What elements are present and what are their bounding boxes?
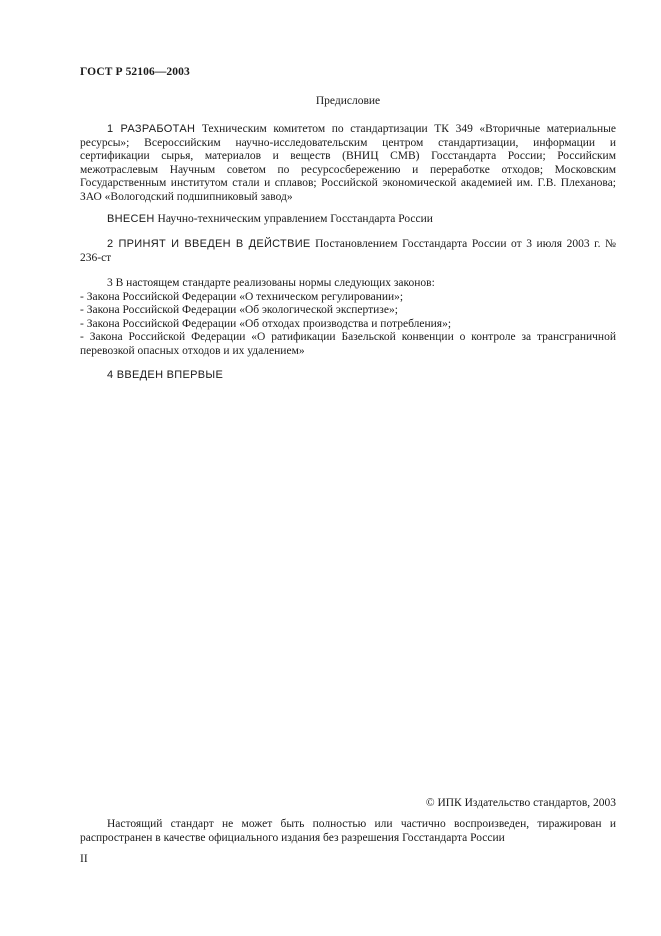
adopted-text: Постановлением Госстандарта России от 3 июля 2003 г. № 236-ст [80, 238, 616, 264]
introduced-text: Научно-техническим управлением Госстандарта России [154, 213, 433, 225]
law-item: - Закона Российской Федерации «Об отходах производства и потребления»; [80, 317, 452, 330]
law-item: - Закона Российской Федерации «Об экологической экспертизе»; [80, 304, 398, 317]
document-code: ГОСТ Р 52106—2003 [80, 66, 190, 78]
preface-item-laws [80, 277, 616, 359]
preface-item-introduced [80, 213, 616, 227]
law-item: - Закона Российской Федерации «О техническом регулировании»; [80, 290, 404, 303]
developed-label: 1 РАЗРАБОТАН [107, 123, 196, 135]
preface-item-developed [80, 123, 616, 205]
law-item: - Закона Российской Федерации «О ратификации Базельской конвенции о контроле за трансграничной перевозкой опасных отходов и их удалением» [80, 331, 616, 357]
document-page [80, 0, 616, 936]
preface-item-adopted [80, 238, 616, 265]
preface-title: Предисловие [315, 95, 381, 107]
introduced-label: ВНЕСЕН [107, 213, 155, 225]
copyright-line: © ИПК Издательство стандартов, 2003 [425, 797, 616, 809]
preface-item-first-introduced: 4 ВВЕДЕН ВПЕРВЫЕ [107, 369, 224, 381]
developed-text: Техническим комитетом по стандартизации ТК 349 «Вторичные материальные ресурсы»; Всероссийским научно-исследовательским центром стандартизации, информации и сертификации сырья, материалов и веществ (ВНИЦ СМВ) Госстандарта России; Российским межотраслевым Научным советом по ресурсосбережению и переработке отходов; Московским Государственным институтом стали и сплавов; Российской экономической академией им. Г.В. Плеханова; ЗАО «Вологодский подшипниковый завод» [80, 123, 616, 203]
reproduction-notice: Настоящий стандарт не может быть полностью или частично воспроизведен, тиражирован и распространен в качестве официального издания без разрешения Госстандарта России [80, 818, 616, 844]
laws-lead: 3 В настоящем стандарте реализованы нормы следующих законов: [107, 277, 435, 289]
adopted-label: 2 ПРИНЯТ И ВВЕДЕН В ДЕЙСТВИЕ [107, 238, 311, 250]
page-number: II [80, 853, 88, 865]
